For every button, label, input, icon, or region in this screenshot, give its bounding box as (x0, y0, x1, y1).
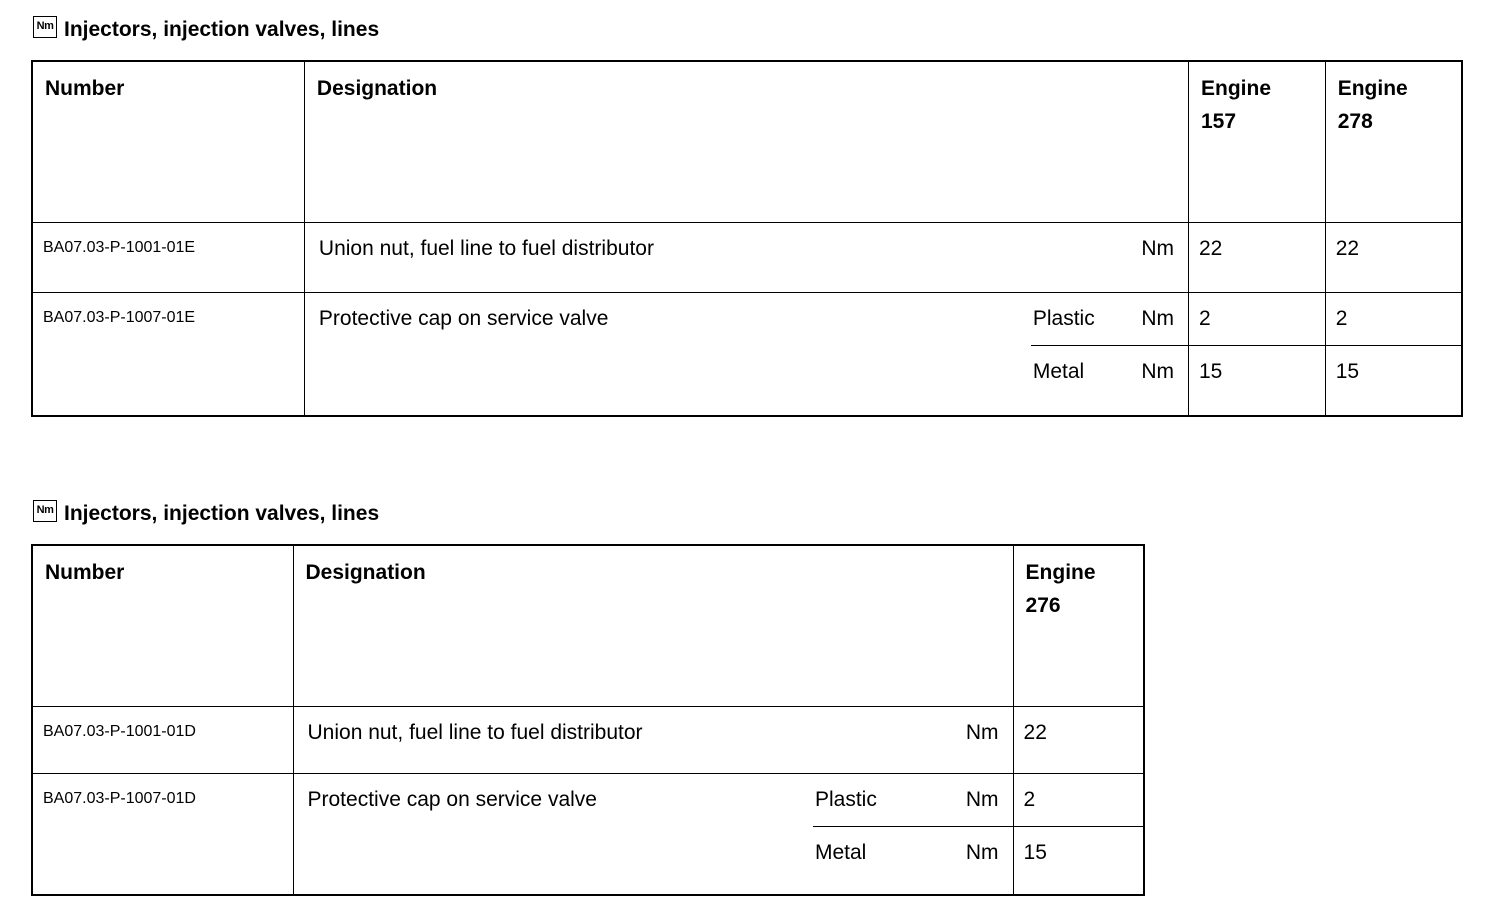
row-designation: Union nut, fuel line to fuel distributor (304, 222, 1136, 292)
section-title-1 (33, 17, 379, 43)
row-value-engine-157: 15 (1189, 345, 1326, 416)
header-designation: Designation (293, 545, 1013, 706)
row-number: BA07.03-P-1007-01D (32, 773, 293, 895)
header-engine-278: Engine 278 (1325, 61, 1462, 222)
row-value-engine-278: 2 (1325, 292, 1462, 345)
header-engine-276: Engine 276 (1013, 545, 1144, 706)
row-value-engine-157: 22 (1189, 222, 1326, 292)
sub-label-plastic: Plastic (813, 773, 908, 826)
section-title-2 (33, 501, 379, 527)
row-unit: Nm (1136, 222, 1188, 292)
row-unit: Nm (908, 706, 1013, 773)
sub-label-metal: Metal (1031, 345, 1136, 416)
header-designation: Designation (304, 61, 1188, 222)
row-designation: Protective cap on service valve (304, 292, 1030, 416)
row-value-engine-276: 15 (1013, 826, 1144, 895)
table-row (32, 222, 1462, 292)
section-title-text: Injectors, injection valves, lines (64, 502, 380, 525)
table-row (32, 706, 1144, 773)
row-value-engine-276: 22 (1013, 706, 1144, 773)
torque-nm-icon: Nm (33, 16, 57, 38)
row-value-engine-276: 2 (1013, 773, 1144, 826)
row-value-engine-157: 2 (1189, 292, 1326, 345)
torque-table-1 (31, 60, 1463, 417)
row-number: BA07.03-P-1007-01E (32, 292, 304, 416)
row-value-engine-278: 15 (1325, 345, 1462, 416)
sub-label-plastic: Plastic (1031, 292, 1136, 345)
table-header-row (32, 545, 1144, 706)
table-row (32, 773, 1144, 826)
row-number: BA07.03-P-1001-01D (32, 706, 293, 773)
row-unit: Nm (908, 826, 1013, 895)
table-header-row (32, 61, 1462, 222)
torque-nm-icon: Nm (33, 500, 57, 522)
row-unit: Nm (1136, 292, 1188, 345)
row-value-engine-278: 22 (1325, 222, 1462, 292)
sub-label-metal: Metal (813, 826, 908, 895)
row-number: BA07.03-P-1001-01E (32, 222, 304, 292)
table-row (32, 292, 1462, 345)
header-engine-157: Engine 157 (1189, 61, 1326, 222)
torque-table-2 (31, 544, 1145, 896)
row-designation: Protective cap on service valve (293, 773, 813, 895)
section-title-text: Injectors, injection valves, lines (64, 18, 380, 41)
row-unit: Nm (1136, 345, 1188, 416)
row-designation: Union nut, fuel line to fuel distributor (293, 706, 908, 773)
header-number: Number (45, 561, 125, 584)
header-number: Number (45, 77, 125, 100)
row-unit: Nm (908, 773, 1013, 826)
